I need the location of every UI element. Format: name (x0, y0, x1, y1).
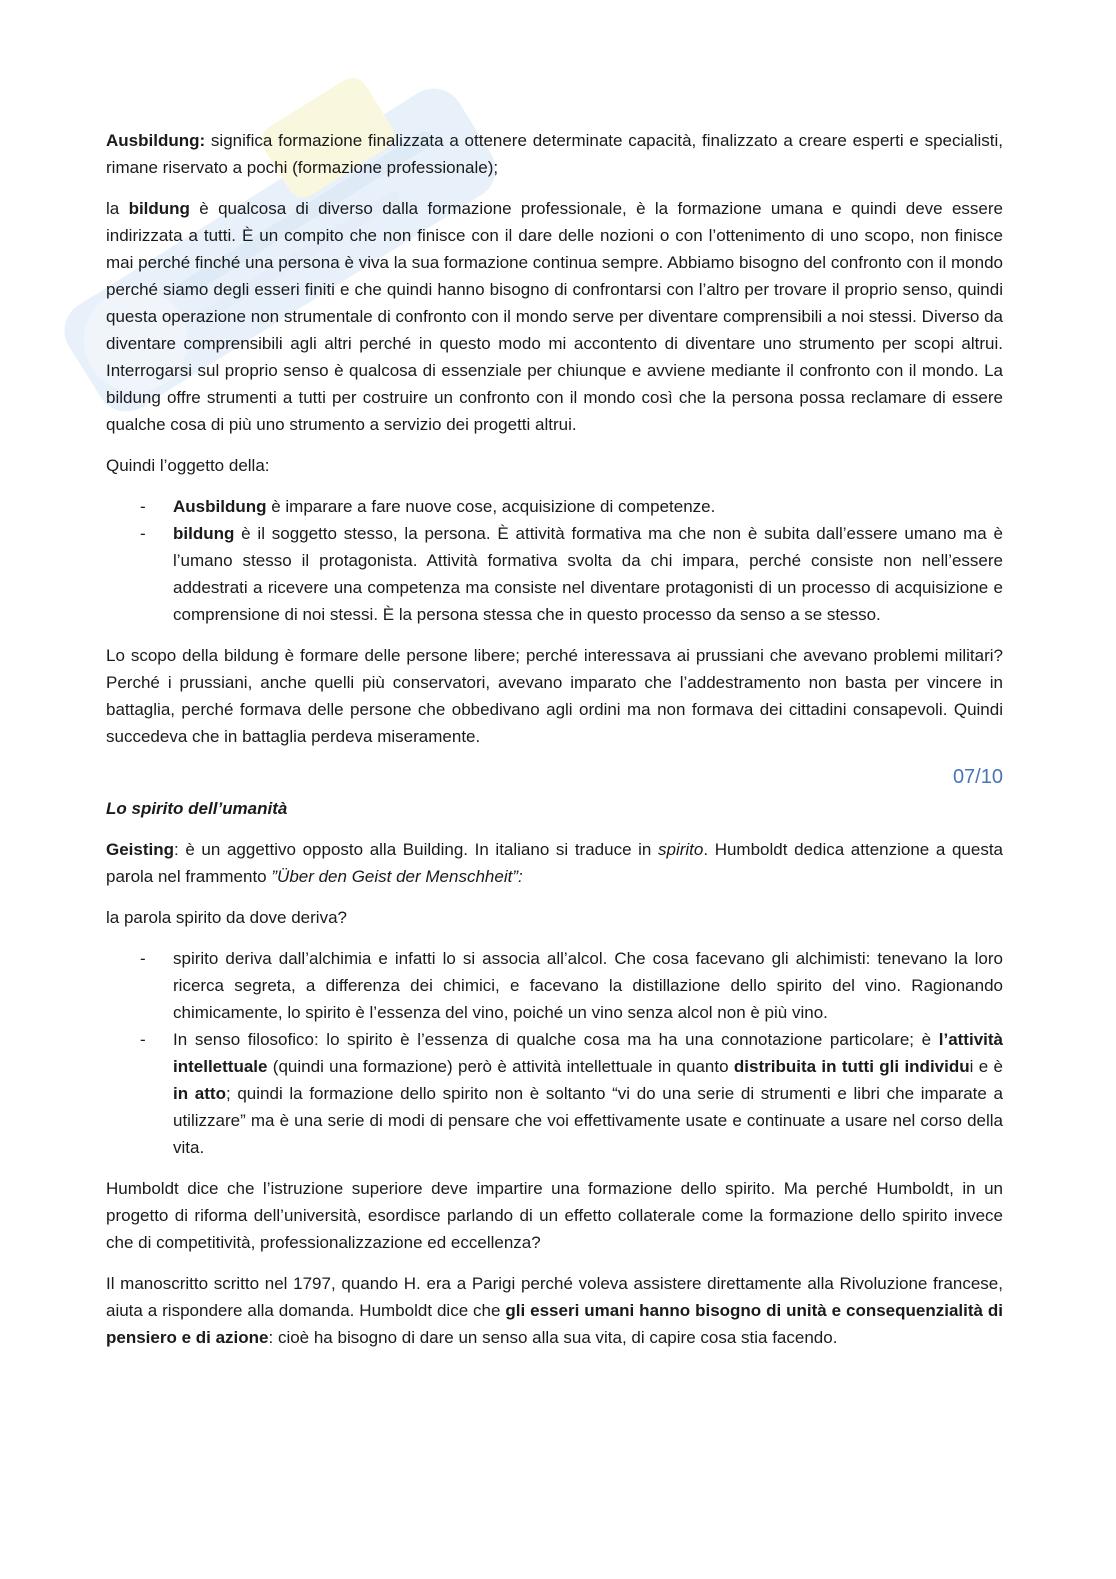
list-oggetto (106, 493, 1003, 628)
list-item (106, 520, 1003, 628)
paragraph-scopo: Lo scopo della bildung è formare delle persone libere; perché interessava ai prussiani che avevano problemi militari? Perché i prussiani, anche quelli più conservatori, avevano imparato che l’addestramento non basta per vincere in battaglia, perché formava delle persone che obbedivano agli ordini ma non formava dei cittadini consapevoli. Quindi succedeva che in battaglia perdeva miseramente. (106, 646, 1003, 746)
italic-title: ”Über den Geist der Menschheit”: (271, 867, 523, 886)
bold-text: l’attività intellettuale (173, 1030, 1003, 1076)
bold-text: distribuita in tutti gli individu (733, 1057, 970, 1076)
list-dash: - (140, 524, 146, 543)
list-item (106, 493, 1003, 520)
list-term: Ausbildung (173, 497, 267, 516)
paragraph-text: Il manoscritto scritto nel 1797, quando H. era a Parigi perché voleva assistere direttamente alla Rivoluzione francese, aiuta a rispondere alla domanda. Humboldt dice che (106, 1274, 1003, 1320)
term-geisting: Geisting (106, 840, 175, 859)
italic-term: spirito (658, 840, 704, 859)
paragraph-oggetto: Quindi l’oggetto della: (106, 456, 270, 475)
bold-text: in atto (173, 1084, 226, 1103)
paragraph-manoscritto (106, 1270, 1003, 1351)
list-text: è il soggetto stesso, la persona. È attività formativa ma che non è subita dall’essere umano ma è l’umano stesso il protagonista. Attività formativa svolta da chi impara, perché consiste non nell’essere addestrati a ricevere una competenza ma consiste nel diventare protagonisti di un processo di acquisizione e comprensione di noi stessi. È la persona stessa che in questo processo da senso a se stesso. (173, 524, 1003, 624)
paragraph-text: : è un aggettivo opposto alla Building. In italiano si traduce in (174, 840, 658, 859)
paragraph-question: la parola spirito da dove deriva? (106, 908, 347, 927)
list-dash: - (140, 497, 146, 516)
paragraph-text: . Humboldt dedica attenzione a questa parola nel frammento (106, 840, 1003, 886)
list-text: i e è (969, 1057, 1003, 1076)
term-ausbildung: Ausbildung: (106, 131, 206, 150)
list-text: In senso filosofico: lo spirito è l’essenza di qualche cosa ma ha una connotazione particolare; è (173, 1030, 939, 1049)
paragraph-text: : cioè ha bisogno di dare un senso alla sua vita, di capire cosa stia facendo. (268, 1328, 838, 1347)
list-dash: - (140, 1030, 146, 1049)
list-item (106, 945, 1003, 1026)
document-page (106, 127, 1003, 1365)
paragraph-humboldt: Humboldt dice che l’istruzione superiore deve impartire una formazione dello spirito. Ma perché Humboldt, in un progetto di riforma dell’università, esordisce parlando di un effetto collaterale come la formazione dello spirito invece che di competitività, professionalizzazione ed eccellenza? (106, 1179, 1003, 1252)
paragraph-text: la (106, 199, 129, 218)
list-spirito (106, 945, 1003, 1161)
section-heading: Lo spirito dell’umanità (106, 799, 288, 818)
bold-text: gli esseri umani hanno bisogno di unità e consequenzialità di pensiero e di azione (106, 1301, 1004, 1347)
paragraph-text: è qualcosa di diverso dalla formazione professionale, è la formazione umana e quindi deve essere indirizzata a tutti. È un compito che non finisce con il dare delle nozioni o con l’ottenimento di uno scopo, non finisce mai perché finché una persona è viva la sua formazione continua sempre. Abbiamo bisogno del confronto con il mondo perché siamo degli esseri finiti e che quindi hanno bisogno di confrontarsi con l’altro per trovare il proprio senso, quindi questa operazione non strumentale di confronto con il mondo serve per diventare comprensibili a noi stessi. Diverso da diventare comprensibili agli altri perché in questo modo mi accontento di diventare uno strumento per scopi altrui. Interrogarsi sul proprio senso è qualcosa di essenziale per chiunque e avviene mediante il confronto con il mondo. La bildung offre strumenti a tutti per costruire un confronto con il mondo così che la persona possa reclamare di essere qualche cosa di più uno strumento a servizio dei progetti altrui. (106, 199, 1003, 434)
paragraph-text: significa formazione finalizzata a ottenere determinate capacità, finalizzato a creare esperti e specialisti, rimane riservato a pochi (formazione professionale); (106, 131, 1003, 177)
list-dash: - (140, 949, 146, 968)
lecture-date: 07/10 (952, 766, 1003, 788)
paragraph-bildung (106, 195, 1003, 438)
term-bildung: bildung (128, 199, 190, 218)
list-text: ; quindi la formazione dello spirito non è soltanto “vi do una serie di strumenti e libri che imparate a utilizzare” ma è una serie di modi di pensare che voi effettivamente usate e continuate a usare nel corso della vita. (173, 1084, 1003, 1157)
list-term: bildung (173, 524, 235, 543)
list-text: è imparare a fare nuove cose, acquisizione di competenze. (266, 497, 716, 516)
list-item (106, 1026, 1003, 1161)
paragraph-ausbildung (106, 127, 1003, 181)
list-text: spirito deriva dall’alchimia e infatti lo si associa all’alcol. Che cosa facevano gli alchimisti: tenevano la loro ricerca segreta, a differenza dei chimici, e facevano la distillazione dello spirito del vino. Ragionando chimicamente, lo spirito è l’essenza del vino, poiché un vino senza alcol non è più vino. (173, 949, 1003, 1022)
list-text: (quindi una formazione) però è attività intellettuale in quanto (267, 1057, 734, 1076)
paragraph-geisting (106, 836, 1003, 890)
